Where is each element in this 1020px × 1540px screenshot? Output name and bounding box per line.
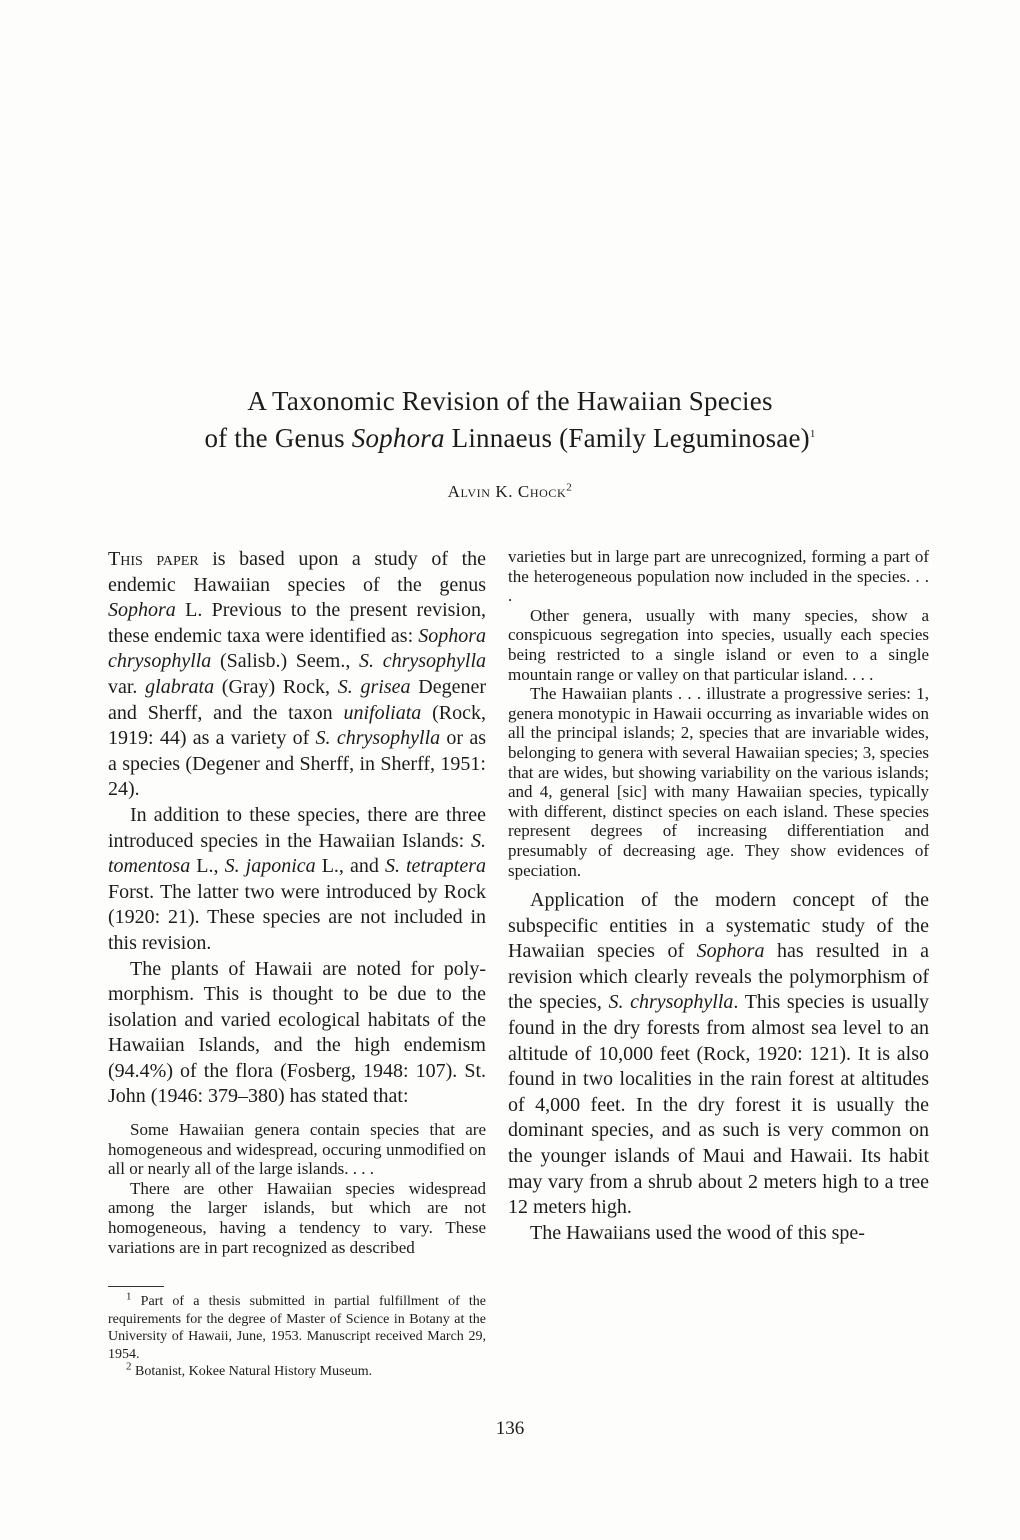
text-run: varieties but in large part are unrecognized, forming a part of the heterogeneous population now included in the species. . . . xyxy=(508,547,929,606)
text-run: (Salisb.) Seem., xyxy=(211,650,360,673)
italic-taxon: Sophora xyxy=(696,940,765,963)
text-run: L., and xyxy=(315,855,385,878)
footnote-mark: 1 xyxy=(126,1290,132,1303)
body-text xyxy=(508,888,929,1246)
text-run: (Rock, 1919: 44) as a variety of xyxy=(108,701,486,750)
paragraph xyxy=(508,1221,929,1247)
paragraph xyxy=(508,684,929,880)
paragraph xyxy=(108,1179,486,1257)
title-text: of the Genus xyxy=(204,423,352,453)
footnote-mark: 1 xyxy=(809,428,816,440)
right-column xyxy=(508,547,929,1246)
footnote-text: Botanist, Kokee Natural History Museum. xyxy=(131,1364,373,1379)
text-run: has resulted in a revision which clearly reveals the polymorphism of the species, xyxy=(508,940,930,1014)
footnote xyxy=(108,1360,486,1381)
paragraph xyxy=(108,1120,486,1179)
text-run: The Hawaiian plants . . . illustrate a progressive series: 1, genera monotypic in Hawaii occurring as invariable wides on all the principal islands; 2, species that are invariable wides, belonging to genera with several Hawaiian species; 3, species that are wides, but showing variability on the various islands; and 4, general [sic] with many Hawaiian species, typically with different, distinct species on each island. These species represent degrees of increasing differentiation and presumably of decreasing age. They show evidences of speciation. xyxy=(508,684,929,880)
block-quote xyxy=(508,547,929,880)
text-run: (Gray) Rock, xyxy=(214,675,338,698)
paragraph xyxy=(108,547,486,803)
italic-taxon: unifoliata xyxy=(343,701,422,724)
paragraph xyxy=(508,888,929,1221)
paragraph xyxy=(508,606,929,684)
author-name: Alvin K. Chock xyxy=(447,482,567,501)
text-run: The plants of Hawaii are noted for polymorphism. This is thought to be due to the isolation and varied ecological habitats of the Hawaiian Islands, and the high endemism (94.4%) of the flora (Fosberg, 1948: 107). St. John (1946: 379–380) has stated that: xyxy=(108,957,486,1108)
text-run: . This species is usually found in the dry forests from almost sea level to an altitude of 10,000 feet (Rock, 1920: 121). It is also found in two localities in the rain forest at altitudes of 4,000 feet. In the dry forest it is usually the dominant species, and as such is very common on the younger islands of Maui and Hawaii. Its habit may vary from a shrub about 2 meters high to a tree 12 meters high. xyxy=(508,991,930,1219)
text-run: var. xyxy=(108,675,146,698)
footnote-mark: 2 xyxy=(126,1360,132,1373)
italic-taxon: S. grisea xyxy=(337,675,411,698)
text-run: This paper xyxy=(108,548,199,570)
text-run: Application of the modern concept of the subspecific entities in a systematic study of the Hawaiian species of xyxy=(508,889,929,963)
paragraph xyxy=(108,957,486,1111)
text-run: The Hawaiians used the wood of this spe- xyxy=(530,1221,865,1244)
italic-taxon: S. chrysophylla xyxy=(315,727,441,750)
text-run: Some Hawaiian genera contain species that are homogeneous and widespread, occuring unmodified on all or nearly all of the large islands. . . . xyxy=(108,1120,486,1179)
article-title-line-1: A Taxonomic Revision of the Hawaiian Species xyxy=(247,386,773,416)
italic-taxon: Sophora chrysophylla xyxy=(108,624,486,673)
title-genus: Sophora xyxy=(351,423,445,453)
title-text: Linnaeus (Family Leguminosae) xyxy=(444,423,810,453)
text-run: L. Previous to the present revision, these endemic taxa were identified as: xyxy=(108,599,486,647)
italic-taxon: Sophora xyxy=(108,599,176,622)
italic-taxon: S. tomentosa xyxy=(108,829,486,878)
text-run: L., xyxy=(190,855,225,878)
italic-taxon: S. tetraptera xyxy=(384,855,486,878)
text-run: In addition to these species, there are three introduced species in the Hawaiian Islands: xyxy=(108,803,486,852)
paragraph xyxy=(508,547,929,606)
italic-taxon: glabrata xyxy=(145,675,215,698)
left-column xyxy=(108,547,486,1261)
footnote-rule xyxy=(108,1286,164,1287)
block-quote xyxy=(108,1120,486,1257)
page-number: 136 xyxy=(495,1418,525,1439)
article-title-line-2 xyxy=(0,423,1020,454)
footnote-text: Part of a thesis submitted in partial fulfillment of the requirements for the degree of Master of Science in Botany at the University of Hawaii, June, 1953. Manuscript received March 29, 1954. xyxy=(108,1294,486,1362)
text-run: or as a species (Degener and Sherff, in Sherff, 1951: 24). xyxy=(108,727,486,801)
footnote-mark: 2 xyxy=(566,481,573,494)
text-run: There are other Hawaiian species widespread among the larger islands, but which are not homogeneous, having a tendency to vary. These variations are in part recognized as described xyxy=(108,1178,486,1257)
text-run: is based upon a study of the endemic Hawaiian species of the genus xyxy=(108,548,486,596)
paragraph xyxy=(108,803,486,957)
body-text xyxy=(108,547,486,1110)
italic-taxon: S. chrysophylla xyxy=(608,991,734,1014)
italic-taxon: S. chrysophylla xyxy=(359,650,487,673)
footnotes xyxy=(108,1286,486,1381)
italic-taxon: S. japonica xyxy=(224,855,316,878)
text-run: Other genera, usually with many species, show a conspicuous segregation into species, usually each species being restricted to a single island or even to a single mountain range or valley on that particular island. . . . xyxy=(508,605,929,684)
text-run: Forst. The latter two were introduced by Rock (1920: 21). These species are not included in this revision. xyxy=(108,880,486,954)
author-line xyxy=(0,482,1020,502)
text-run: Degener and Sherff, and the taxon xyxy=(108,675,486,724)
footnote xyxy=(108,1290,486,1363)
